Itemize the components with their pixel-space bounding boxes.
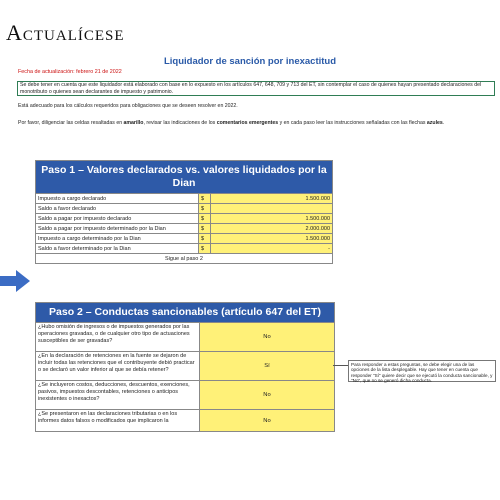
- step2-header: Paso 2 – Conductas sancionables (artículo 647 del ET): [36, 303, 335, 323]
- next-step-button[interactable]: Sigue al paso 2: [36, 254, 333, 264]
- table-row: [36, 214, 333, 224]
- instr-part: , revisar las indicaciones de los: [143, 120, 217, 126]
- value-input[interactable]: 1.500.000: [211, 214, 333, 224]
- update-date: Fecha de actualización: febrero 21 de 2022: [18, 69, 122, 75]
- brand-logo: [6, 20, 125, 46]
- answer-select[interactable]: No: [200, 381, 335, 410]
- table-row: [36, 204, 333, 214]
- answer-select[interactable]: Sí: [200, 352, 335, 381]
- currency-symbol: $: [199, 214, 211, 224]
- instructions-text: [18, 120, 444, 126]
- value-input[interactable]: -: [211, 244, 333, 254]
- question-text: ¿Se incluyeron costos, deducciones, descuentos, exenciones, pasivos, impuestos descontables, retenciones o anticipos inexistentes o inexactos?: [36, 381, 200, 410]
- step1-table: [35, 160, 333, 264]
- question-text: ¿Se presentaron en las declaraciones tributarias o en los informes datos falsos o modificados que implicaron la: [36, 410, 200, 432]
- instr-bold: azules: [426, 120, 443, 126]
- table-row: [36, 352, 335, 381]
- currency-symbol: $: [199, 224, 211, 234]
- value-input[interactable]: 1.500.000: [211, 234, 333, 244]
- arrow-right-icon: [0, 270, 30, 292]
- row-label: Impuesto a cargo declarado: [36, 194, 199, 204]
- value-input[interactable]: 1.500.000: [211, 194, 333, 204]
- table-row: [36, 244, 333, 254]
- page-title: Liquidador de sanción por inexactitud: [163, 56, 337, 67]
- step2-table: [35, 302, 335, 432]
- answer-select[interactable]: No: [200, 323, 335, 352]
- currency-symbol: $: [199, 204, 211, 214]
- currency-symbol: $: [199, 194, 211, 204]
- table-row: [36, 194, 333, 204]
- step1-header: Paso 1 – Valores declarados vs. valores liquidados por la Dian: [36, 161, 333, 194]
- currency-symbol: $: [199, 244, 211, 254]
- table-row: [36, 234, 333, 244]
- adequacy-note: Está adecuado para los cálculos requeridos para obligaciones que se deseen resolver en 2022.: [18, 103, 238, 109]
- value-input[interactable]: 2.000.000: [211, 224, 333, 234]
- row-label: Saldo a pagar por impuesto declarado: [36, 214, 199, 224]
- instr-bold: comentarios emergentes: [216, 120, 279, 126]
- tooltip-connector: [333, 365, 348, 366]
- row-label: Impuesto a cargo determinado por la Dian: [36, 234, 199, 244]
- logo-text: Actualícese: [6, 20, 125, 45]
- instr-bold: amarillo: [123, 120, 144, 126]
- answer-select[interactable]: No: [200, 410, 335, 432]
- instr-part: .: [442, 120, 445, 126]
- notice-box: Se debe tener en cuenta que este liquidador está elaborado con base en lo expuesto en los artículos 647, 648, 709 y 713 del ET, sin contemplar el caso de quienes hayan presentado declaraciones del monotributo o quienes sean declarantes de impuesto y patrimonio.: [17, 81, 495, 96]
- value-input[interactable]: [211, 204, 333, 214]
- instr-part: Por favor, diligenciar las celdas resaltadas en: [18, 120, 124, 126]
- row-label: Saldo a pagar por impuesto determinado por la Dian: [36, 224, 199, 234]
- table-row: [36, 224, 333, 234]
- instr-part: y en cada paso leer las instrucciones señaladas con las flechas: [278, 120, 427, 126]
- question-text: ¿Hubo omisión de ingresos o de impuestos generados por las operaciones gravadas, o de cualquier otro tipo de actuaciones susceptibles de ser gravadas?: [36, 323, 200, 352]
- row-label: Saldo a favor declarado: [36, 204, 199, 214]
- row-label: Saldo a favor determinado por la Dian: [36, 244, 199, 254]
- question-text: ¿En la declaración de retenciones en la fuente se dejaron de incluir todas las retenciones que el contribuyente debió practicar o se declaró un valor inferior al que se debía retener?: [36, 352, 200, 381]
- currency-symbol: $: [199, 234, 211, 244]
- comment-tooltip: Para responder a estas preguntas, se debe elegir una de las opciones de la lista desplegable. Hay que tener en cuenta que responder "Sí" quiere decir que se ejecutó la conducta sancionable, y "No", que no se generó dicha conducta.: [348, 360, 496, 382]
- table-row: [36, 410, 335, 432]
- table-row: [36, 381, 335, 410]
- table-row: [36, 323, 335, 352]
